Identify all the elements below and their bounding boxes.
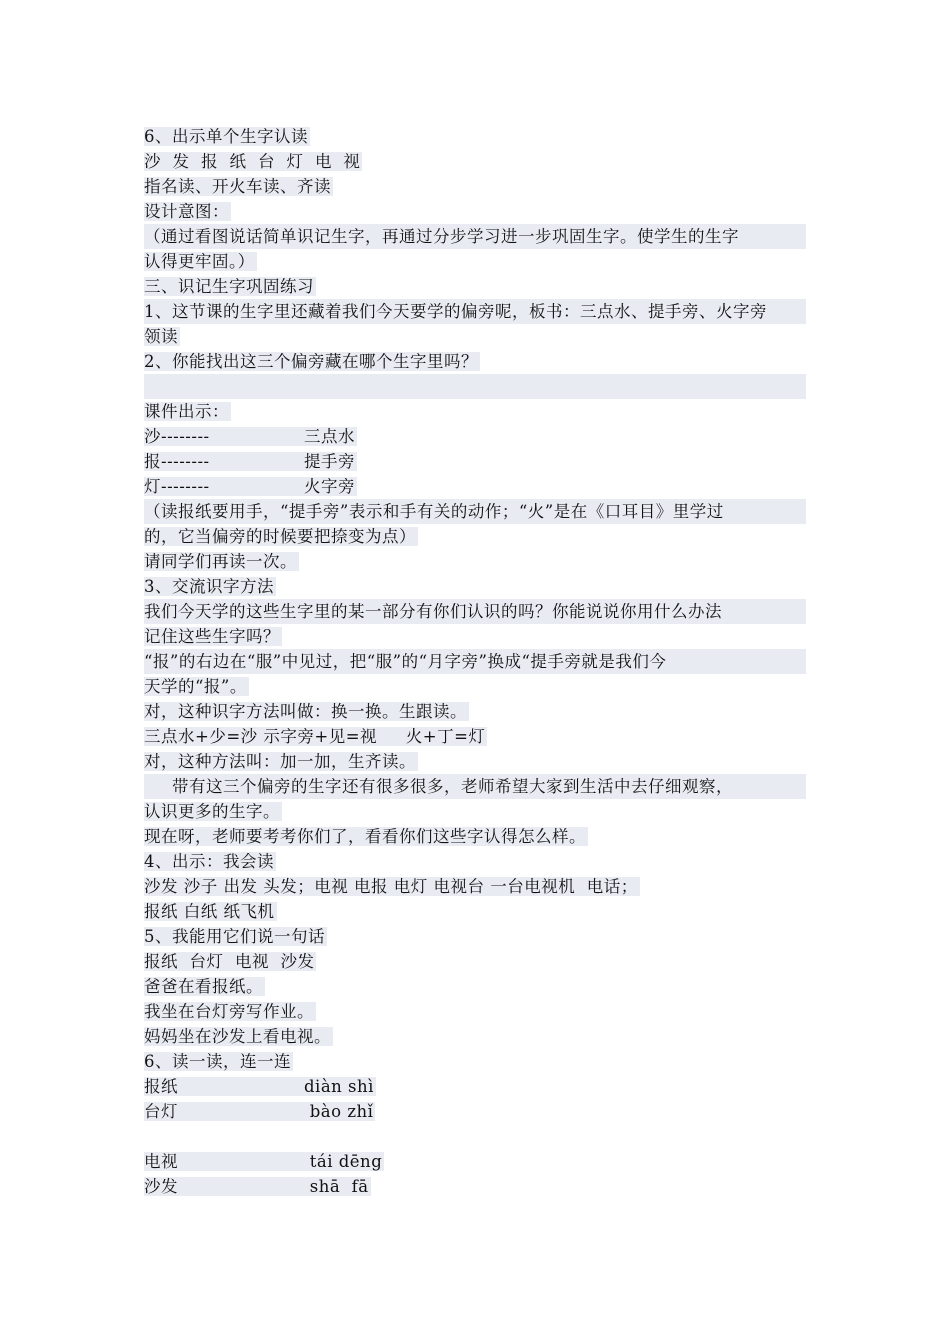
radical-row bbox=[144, 424, 806, 449]
word: 沙发 bbox=[144, 1177, 178, 1196]
pinyin-row bbox=[144, 1149, 806, 1174]
radical-char: 报-------- bbox=[144, 452, 210, 471]
pinyin: diàn shì bbox=[304, 1077, 374, 1096]
section-heading: 三、识记生字巩固练习 bbox=[144, 277, 314, 296]
pinyin: bào zhǐ bbox=[304, 1102, 374, 1121]
text-line: 1、这节课的生字里还藏着我们今天要学的偏旁呢，板书：三点水、提手旁、火字旁 bbox=[144, 299, 806, 324]
text-line: 沙发 沙子 出发 头发；电视 电报 电灯 电视台 一台电视机 电话； bbox=[144, 877, 638, 896]
text-line: 4、出示：我会读 bbox=[144, 852, 274, 871]
radical-name: 火字旁 bbox=[304, 477, 355, 496]
text-line: 的，它当偏旁的时候要把捺变为点） bbox=[144, 527, 416, 546]
text-line: 报纸 台灯 电视 沙发 bbox=[144, 952, 315, 971]
document-page bbox=[144, 124, 806, 1199]
radical-row bbox=[144, 474, 806, 499]
word: 报纸 bbox=[144, 1077, 178, 1096]
text-line: 带有这三个偏旁的生字还有很多很多，老师希望大家到生活中去仔细观察， bbox=[144, 774, 806, 799]
text-line: 领读 bbox=[144, 327, 178, 346]
text-line: 指名读、开火车读、齐读 bbox=[144, 177, 331, 196]
text-line: 报纸 白纸 纸飞机 bbox=[144, 902, 275, 921]
text-line: “报”的右边在“服”中见过，把“服”的“月字旁”换成“提手旁就是我们今 bbox=[144, 649, 806, 674]
text-line: 沙 发 报 纸 台 灯 电 视 bbox=[144, 152, 361, 171]
radical-char: 沙-------- bbox=[144, 427, 210, 446]
text-line: 现在呀，老师要考考你们了，看看你们这些字认得怎么样。 bbox=[144, 827, 586, 846]
text-line: 5、我能用它们说一句话 bbox=[144, 927, 325, 946]
pinyin: tái dēng bbox=[304, 1152, 383, 1171]
text-line: 我们今天学的这些生字里的某一部分有你们认识的吗？你能说说你用什么办法 bbox=[144, 599, 806, 624]
text-line: （通过看图说话简单识记生字，再通过分步学习进一步巩固生字。使学生的生字 bbox=[144, 224, 806, 249]
text-line: 妈妈坐在沙发上看电视。 bbox=[144, 1027, 331, 1046]
text-line: （读报纸要用手，“提手旁”表示和手有关的动作；“火”是在《口耳目》里学过 bbox=[144, 499, 806, 524]
text-line: 课件出示： bbox=[144, 402, 229, 421]
text-line: 对，这种识字方法叫做：换一换。生跟读。 bbox=[144, 702, 467, 721]
pinyin-row bbox=[144, 1099, 806, 1124]
text-line: 对，这种方法叫：加一加，生齐读。 bbox=[144, 752, 416, 771]
pinyin-row bbox=[144, 1174, 806, 1199]
text-line: 请同学们再读一次。 bbox=[144, 552, 297, 571]
pinyin-row bbox=[144, 1074, 806, 1099]
text-line: 认得更牢固。） bbox=[144, 252, 255, 271]
text-line: 记住这些生字吗？ bbox=[144, 627, 280, 646]
radical-name: 三点水 bbox=[304, 427, 355, 446]
text-line: 3、交流识字方法 bbox=[144, 577, 274, 596]
radical-name: 提手旁 bbox=[304, 452, 355, 471]
text-line: 爸爸在看报纸。 bbox=[144, 977, 263, 996]
blank-line bbox=[144, 1124, 806, 1149]
text-line: 三点水+少=沙 示字旁+见=视 火+丁=灯 bbox=[144, 727, 486, 746]
text-line: 设计意图： bbox=[144, 202, 229, 221]
radical-row bbox=[144, 449, 806, 474]
text-line: 我坐在台灯旁写作业。 bbox=[144, 1002, 314, 1021]
highlight-bar bbox=[144, 374, 806, 399]
text-line: 天学的“报”。 bbox=[144, 677, 247, 696]
text-line: 6、读一读，连一连 bbox=[144, 1052, 291, 1071]
pinyin: shā fā bbox=[304, 1177, 369, 1196]
text-line: 6、出示单个生字认读 bbox=[144, 127, 308, 146]
text-line: 2、你能找出这三个偏旁藏在哪个生字里吗？ bbox=[144, 352, 478, 371]
text-line: 认识更多的生字。 bbox=[144, 802, 280, 821]
radical-char: 灯-------- bbox=[144, 477, 210, 496]
word: 电视 bbox=[144, 1152, 178, 1171]
word: 台灯 bbox=[144, 1102, 178, 1121]
